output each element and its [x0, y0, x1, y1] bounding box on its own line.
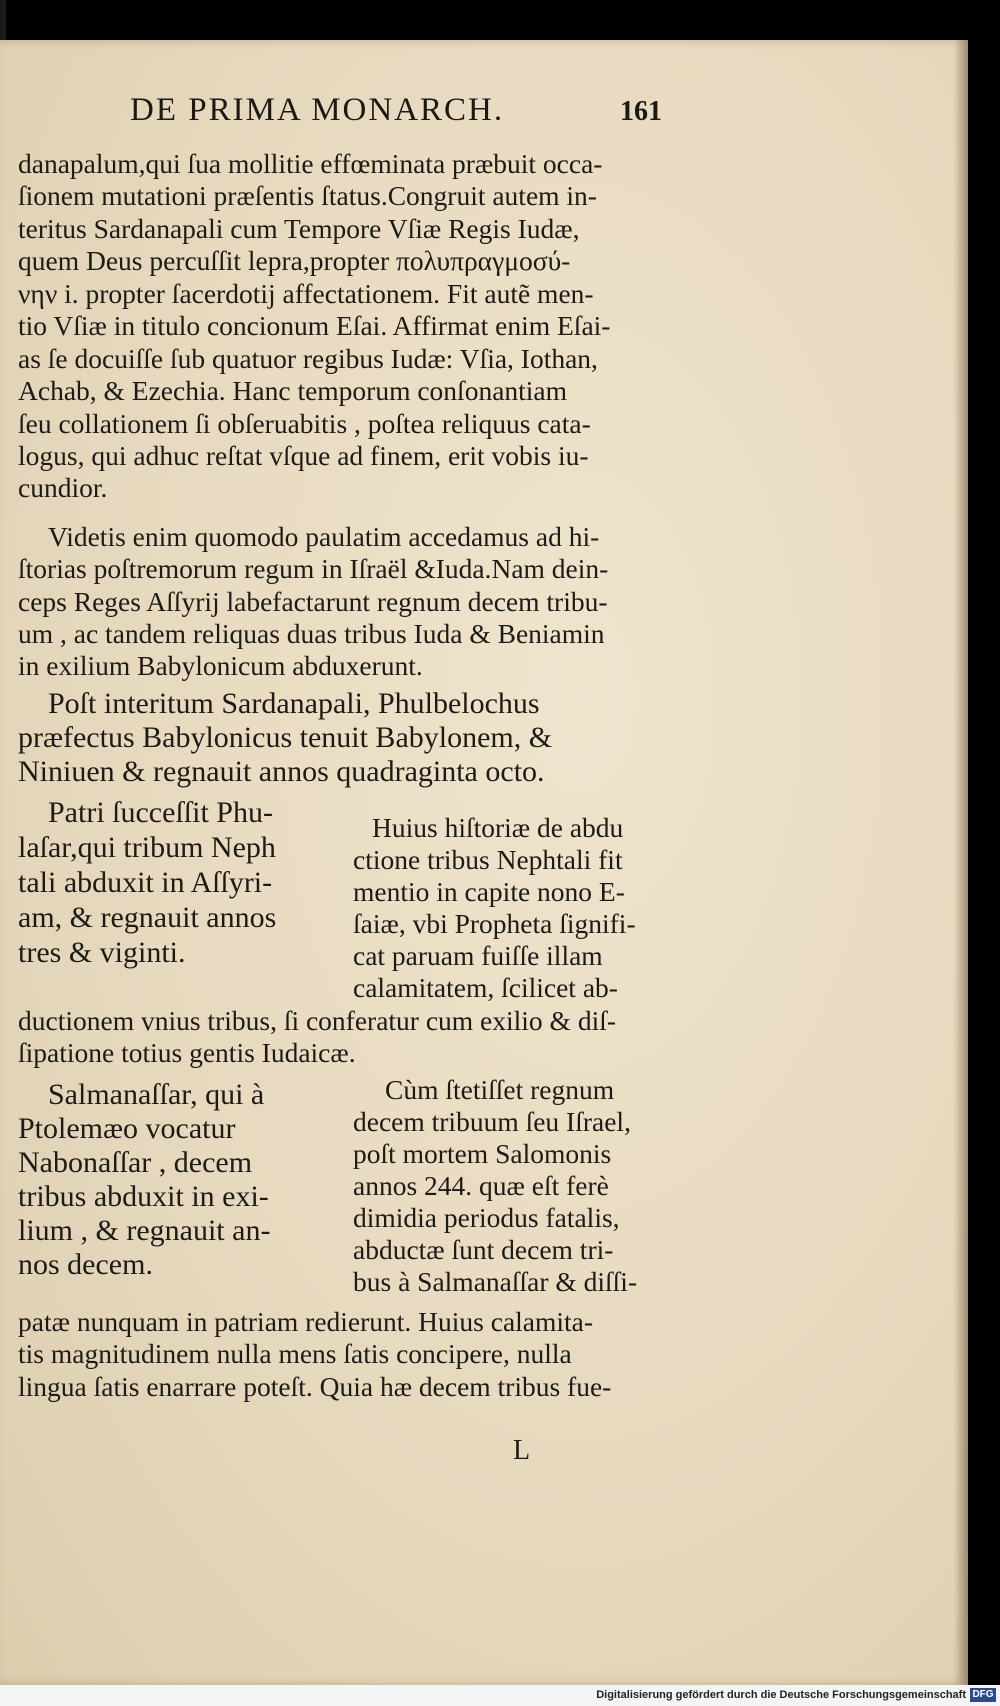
right-column-line: ctione tribus Nephtali fit — [353, 844, 623, 875]
text-line: ſtorias poſtremorum regum in Iſraël &Iuda.Nam dein- — [18, 553, 609, 584]
right-column-line: cat paruam fuiſſe illam — [353, 940, 603, 971]
text-line: cundior. — [18, 472, 108, 503]
right-column-line: bus à Salmanaſſar & diſſi- — [353, 1266, 638, 1297]
text-line: Videtis enim quomodo paulatim accedamus ad hi- — [48, 521, 600, 552]
left-column-line: Salmanaſſar, qui à — [48, 1078, 265, 1111]
book-page — [0, 40, 968, 1685]
text-line: danapalum,qui ſua mollitie effœminata præbuit occa- — [18, 148, 603, 179]
large-text-line: præfectus Babylonicus tenuit Babylonem, & — [18, 721, 553, 754]
right-column-line: Cùm ſtetiſſet regnum — [385, 1074, 615, 1105]
left-column-line: Ptolemæo vocatur — [18, 1112, 236, 1145]
text-line: ſipatione totius gentis Iudaicæ. — [18, 1037, 356, 1068]
text-line: patæ nunquam in patriam redierunt. Huius calamita- — [18, 1306, 594, 1337]
text-line: logus, qui adhuc reſtat vſque ad finem, erit vobis iu- — [18, 440, 589, 471]
right-column-line: poſt mortem Salomonis — [353, 1138, 612, 1169]
signature-mark: L — [513, 1435, 531, 1466]
footer-credit: Digitalisierung gefördert durch die Deutsche Forschungsgemeinschaft — [596, 1689, 966, 1701]
text-line: ductionem vnius tribus, ſi conferatur cum exilio & diſ- — [18, 1005, 617, 1036]
right-column-line: abductæ ſunt decem tri- — [353, 1234, 614, 1265]
text-line: teritus Sardanapali cum Tempore Vſiæ Regis Iudæ, — [18, 213, 580, 244]
text-line: tis magnitudinem nulla mens ſatis concipere, nulla — [18, 1338, 572, 1369]
text-line: νην i. propter ſacerdotij affectationem. Fit autẽ men- — [18, 278, 594, 309]
digitization-footer — [0, 1685, 1000, 1706]
left-column-line: am, & regnauit annos — [18, 901, 277, 934]
text-line: as ſe docuiſſe ſub quatuor regibus Iudæ: Vſia, Iothan, — [18, 343, 598, 374]
text-line: lingua ſatis enarrare poteſt. Quia hæ decem tribus fue- — [18, 1371, 612, 1402]
text-line: ſeu collationem ſi obſeruabitis , poſtea reliquus cata- — [18, 408, 591, 439]
right-column-line: decem tribuum ſeu Iſrael, — [353, 1106, 631, 1137]
text-line: in exilium Babylonicum abduxerunt. — [18, 650, 423, 681]
left-column-line: lium , & regnauit an- — [18, 1214, 271, 1247]
left-column-line: laſar,qui tribum Neph — [18, 831, 276, 864]
text-line: ſionem mutationi præſentis ſtatus.Congruit autem in- — [18, 180, 597, 211]
left-column-line: tres & viginti. — [18, 936, 186, 969]
right-column-line: dimidia periodus fatalis, — [353, 1202, 620, 1233]
text-line: ceps Reges Aſſyrij labefactarunt regnum decem tribu- — [18, 586, 608, 617]
text-line: Achab, & Ezechia. Hanc temporum conſonantiam — [18, 375, 568, 406]
text-line: um , ac tandem reliquas duas tribus Iuda & Beniamin — [18, 618, 605, 649]
right-column-line: calamitatem, ſcilicet ab- — [353, 972, 618, 1003]
large-text-line: Poſt interitum Sardanapali, Phulbelochus — [48, 687, 540, 720]
right-column-line: annos 244. quæ eſt ferè — [353, 1170, 609, 1201]
left-column-line: nos decem. — [18, 1248, 153, 1281]
right-column-line: ſaiæ, vbi Propheta ſignifi- — [353, 908, 636, 939]
right-column-line: Huius hiſtoriæ de abdu — [372, 812, 624, 843]
left-column-line: tribus abduxit in exi- — [18, 1180, 269, 1213]
right-column-line: mentio in capite nono E- — [353, 876, 625, 907]
text-line: quem Deus percuſſit lepra,propter πολυπραγμοσύ- — [18, 245, 571, 276]
left-column-line: Nabonaſſar , decem — [18, 1146, 253, 1179]
large-text-line: Niniuen & regnauit annos quadraginta octo. — [18, 755, 545, 788]
left-column-line: tali abduxit in Aſſyri- — [18, 866, 273, 899]
dfg-logo-icon: DFG — [970, 1688, 996, 1702]
page-number: 161 — [620, 96, 662, 127]
left-column-line: Patri ſucceſſit Phu- — [48, 796, 273, 829]
running-head: DE PRIMA MONARCH. — [130, 92, 505, 128]
text-line: tio Vſiæ in titulo concionum Eſai. Affirmat enim Eſai- — [18, 310, 611, 341]
